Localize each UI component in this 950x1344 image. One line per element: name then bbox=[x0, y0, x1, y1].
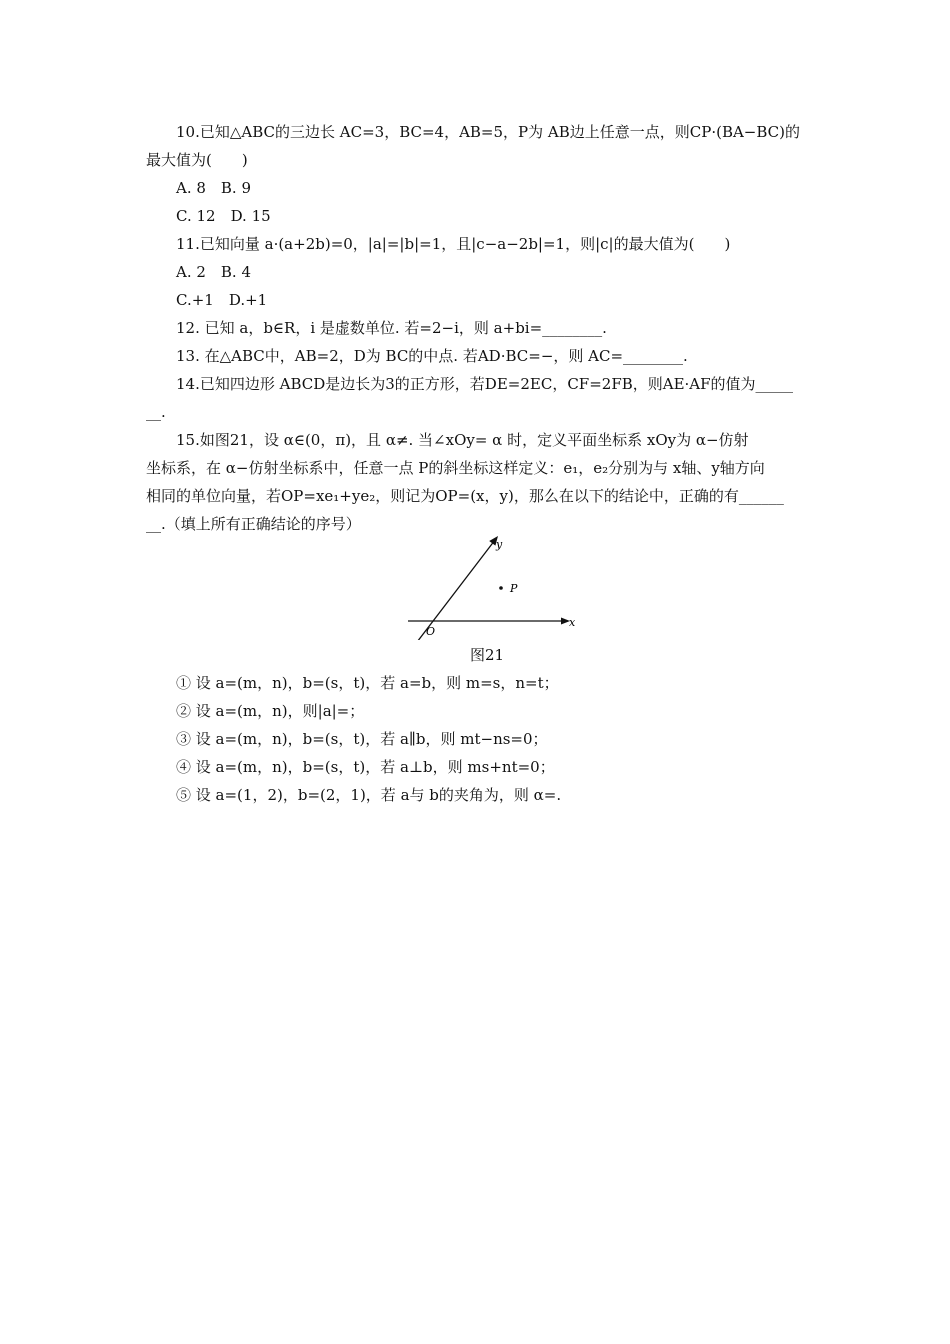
label-y: y bbox=[496, 538, 503, 551]
q11-options-ab: A. 2 B. 4 bbox=[176, 263, 252, 281]
label-origin: O bbox=[426, 625, 436, 638]
label-x: x bbox=[569, 616, 576, 629]
q15-line3: 相同的单位向量，若OP=xe₁+ye₂，则记为OP=(x，y)，那么在以下的结论中，正确的有______ bbox=[146, 487, 784, 505]
affine-axes-figure bbox=[400, 528, 580, 640]
q11-line1: 11.已知向量 a·(a+2b)=0，|a|=|b|=1，且|c−a−2b|=1，则|c|的最大值为( ) bbox=[176, 235, 731, 253]
figure-caption: 图21 bbox=[470, 646, 505, 664]
q15-item-2: ② 设 a=(m，n)，则|a|=； bbox=[176, 702, 365, 720]
q10-options-ab: A. 8 B. 9 bbox=[176, 179, 252, 197]
q10-line1: 10.已知△ABC的三边长 AC=3，BC=4，AB=5，P为 AB边上任意一点，则CP·(BA−BC)的 bbox=[176, 123, 801, 141]
q10-options-cd: C. 12 D. 15 bbox=[176, 207, 271, 225]
q13-line1: 13. 在△ABC中，AB=2，D为 BC的中点. 若AD·BC=−，则 AC=________. bbox=[176, 347, 688, 365]
q15-item-4: ④ 设 a=(m，n)，b=(s，t)，若 a⊥b，则 ms+nt=0； bbox=[176, 758, 555, 776]
q14-line1: 14.已知四边形 ABCD是边长为3的正方形，若DE=2EC，CF=2FB，则AE·AF的值为_____ bbox=[176, 375, 794, 393]
q15-line4: __.（填上所有正确结论的序号） bbox=[146, 515, 361, 533]
point-p bbox=[499, 586, 503, 590]
q10-line2: 最大值为( ) bbox=[146, 151, 248, 169]
q15-line1: 15.如图21，设 α∈(0，π)，且 α≠. 当∠xOy= α 时，定义平面坐标系 xOy为 α−仿射 bbox=[176, 431, 749, 449]
q12-line1: 12. 已知 a，b∈R，i 是虚数单位. 若=2−i，则 a+bi=________. bbox=[176, 319, 607, 337]
q15-line2: 坐标系，在 α−仿射坐标系中，任意一点 P的斜坐标这样定义：e₁，e₂分别为与 x轴、y轴方向 bbox=[146, 459, 765, 477]
q15-item-5: ⑤ 设 a=(1，2)，b=(2，1)，若 a与 b的夹角为，则 α=. bbox=[176, 786, 562, 804]
affine-axes-svg bbox=[400, 528, 580, 640]
q15-item-1: ① 设 a=(m，n)，b=(s，t)，若 a=b，则 m=s，n=t； bbox=[176, 674, 559, 692]
q15-item-3: ③ 设 a=(m，n)，b=(s，t)，若 a∥b，则 mt−ns=0； bbox=[176, 730, 548, 748]
label-p: P bbox=[510, 582, 518, 595]
q11-options-cd: C.+1 D.+1 bbox=[176, 291, 268, 309]
q14-line2: __. bbox=[146, 403, 166, 421]
